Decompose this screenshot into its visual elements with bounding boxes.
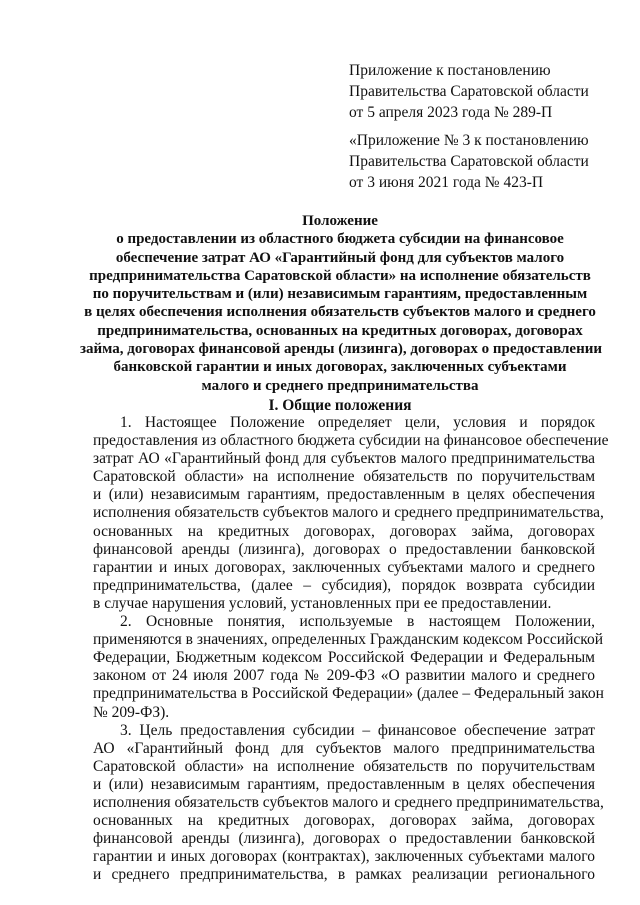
body-line: № 209-ФЗ). — [93, 703, 170, 721]
body-line: и среднего предпринимательства, в рамках реализации регионального — [93, 866, 595, 884]
document-title — [80, 212, 603, 395]
title-line: по поручительствам и (или) независимым гарантиям, предоставленным — [92, 286, 588, 303]
title-line: займа, договорах финансовой аренды (лизинга), договорах о предоставлении — [80, 341, 603, 358]
body-line: исполнения обязательств субъектов малого и среднего предпринимательства, — [93, 793, 604, 811]
body-line: основанных на кредитных договорах, договорах займа, договорах — [93, 522, 595, 540]
title-line: о предоставлении из областного бюджета субсидии на финансовое — [116, 231, 564, 248]
section-heading: I. Общие положения — [268, 397, 412, 414]
title-line: предпринимательства, основанных на кредитных договорах, договорах — [97, 322, 583, 339]
body-line: гарантии и иных договорах, заключенных субъектами малого и среднего — [93, 558, 595, 576]
body-line: в случае нарушения условий, установленных при ее предоставлении. — [93, 594, 552, 612]
title-line: малого и среднего предпринимательства — [201, 377, 479, 394]
body-line: Федерации, Бюджетным кодексом Российской Федерации и Федеральным — [93, 649, 595, 667]
body-line: затрат АО «Гарантийный фонд для субъектов малого предпринимательства — [93, 450, 595, 468]
body-line: финансовой аренды (лизинга), договорах о предоставлении банковской — [93, 830, 595, 848]
appendix-line: «Приложение № 3 к постановлению — [349, 132, 589, 149]
body-line: Саратовской области» на исполнение обязательств по поручительствам — [93, 757, 595, 775]
body-text — [93, 414, 609, 884]
body-line: и (или) независимым гарантиям, предоставленным в целях обеспечения — [93, 775, 595, 793]
body-line: применяются в значениях, определенных Гражданским кодексом Российской — [93, 631, 604, 649]
title-line: Положение — [302, 213, 378, 229]
body-line: 1. Настоящее Положение определяет цели, условия и порядок — [120, 414, 595, 431]
body-line: 2. Основные понятия, используемые в настоящем Положении, — [120, 613, 595, 631]
appendix-line: Приложение к постановлению — [349, 62, 551, 79]
body-line: АО «Гарантийный фонд для субъектов малого предпринимательства — [93, 739, 595, 757]
appendix-new-reference — [349, 60, 609, 123]
appendix-line: от 5 апреля 2023 года № 289-П — [349, 104, 553, 121]
body-line: основанных на кредитных договорах, договорах займа, договорах — [93, 812, 595, 830]
body-line: 3. Цель предоставления субсидии – финансовое обеспечение затрат — [120, 721, 595, 739]
body-line: предпринимательства, (далее – субсидия), порядок возврата субсидии — [93, 576, 595, 594]
appendix-old-reference — [349, 130, 609, 193]
body-line: исполнения обязательств субъектов малого и среднего предпринимательства, — [93, 504, 604, 522]
title-line: банковской гарантии и иных договорах, заключенных субъектами — [113, 359, 567, 376]
body-line: Саратовской области» на исполнение обязательств по поручительствам — [93, 468, 595, 486]
title-line: предпринимательства Саратовской области» на исполнение обязательств — [89, 267, 591, 284]
body-line: финансовой аренды (лизинга), договорах о предоставлении банковской — [93, 540, 595, 558]
title-line: в целях обеспечения исполнения обязательств субъектов малого и среднего — [84, 304, 596, 321]
body-line: предпринимательства в Российской Федерации» (далее – Федеральный закон — [93, 685, 604, 703]
body-line: предоставления из областного бюджета субсидии на финансовое обеспечение — [93, 432, 609, 450]
body-line: гарантии и иных договорах (контрактах), заключенных субъектами малого — [93, 848, 595, 866]
appendix-line: Правительства Саратовской области — [349, 153, 589, 170]
body-line: законом от 24 июля 2007 года № 209-ФЗ «О развитии малого и среднего — [93, 667, 595, 685]
body-line: и (или) независимым гарантиям, предоставленным в целях обеспечения — [93, 486, 595, 504]
appendix-line: Правительства Саратовской области — [349, 83, 589, 100]
appendix-line: от 3 июня 2021 года № 423-П — [349, 174, 544, 191]
title-line: обеспечение затрат АО «Гарантийный фонд для субъектов малого — [115, 249, 565, 266]
